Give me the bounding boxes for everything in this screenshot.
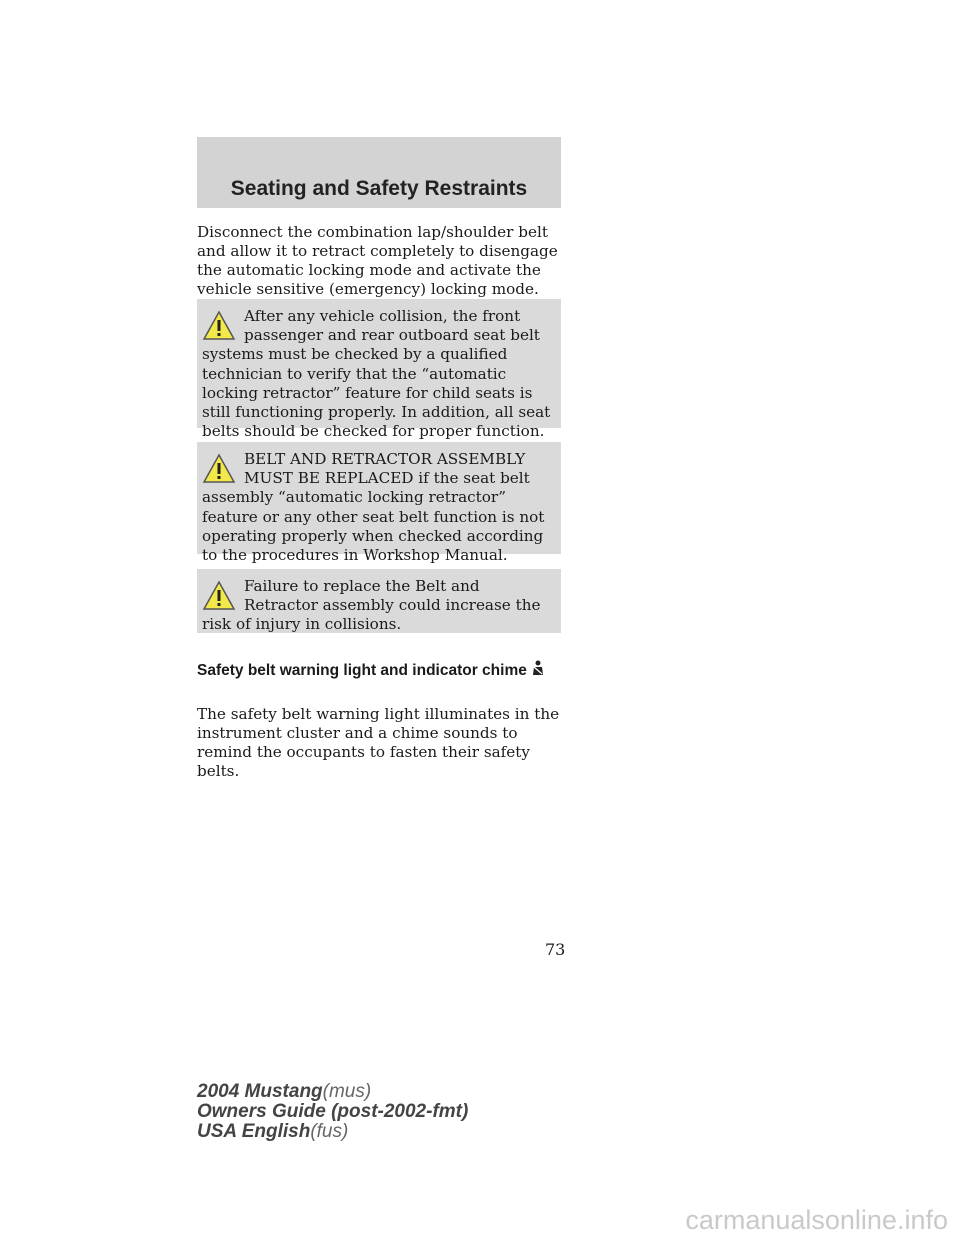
footer-model: 2004 Mustang	[197, 1081, 323, 1102]
warning-triangle-icon	[202, 579, 236, 613]
warning-box-3	[197, 569, 561, 633]
seatbelt-icon	[531, 660, 545, 678]
warning-triangle-icon	[202, 309, 236, 343]
warning-box-1	[197, 299, 561, 441]
warning-text: After any vehicle collision, the front passenger and rear outboard seat belt systems must be checked by a qualified technician to verify that the “automatic locking retractor” feature for child seats is still functioning properly. In addition, all seat belts should be checked for proper function.	[202, 307, 551, 441]
warning-box-2	[197, 442, 561, 565]
section-heading	[197, 660, 561, 681]
footer-language-code: (fus)	[310, 1121, 349, 1142]
warning-text: Failure to replace the Belt and Retractor assembly could increase the risk of injury in collisions.	[202, 577, 541, 634]
footer-language: USA English	[197, 1121, 311, 1142]
section-heading-text: Safety belt warning light and indicator chime	[197, 662, 527, 679]
watermark: carmanualsonline.info	[685, 1205, 948, 1235]
intro-paragraph: Disconnect the combination lap/shoulder belt and allow it to retract completely to disengage the automatic locking mode and activate the vehicle sensitive (emergency) locking mode.	[197, 223, 558, 298]
warning-text: BELT AND RETRACTOR ASSEMBLY MUST BE REPLACED if the seat belt assembly “automatic locking retractor” feature or any other seat belt function is not operating properly when checked according to the procedures in Workshop Manual.	[202, 450, 545, 565]
warning-triangle-icon	[202, 452, 236, 486]
page-number: 73	[545, 940, 566, 959]
section-paragraph: The safety belt warning light illuminates in the instrument cluster and a chime sounds to remind the occupants to fasten their safety belts.	[197, 705, 560, 780]
footer-guide: Owners Guide (post-2002-fmt)	[197, 1101, 469, 1122]
footer	[197, 1082, 468, 1142]
footer-model-code: (mus)	[322, 1081, 372, 1102]
page-title: Seating and Safety Restraints	[230, 177, 528, 200]
